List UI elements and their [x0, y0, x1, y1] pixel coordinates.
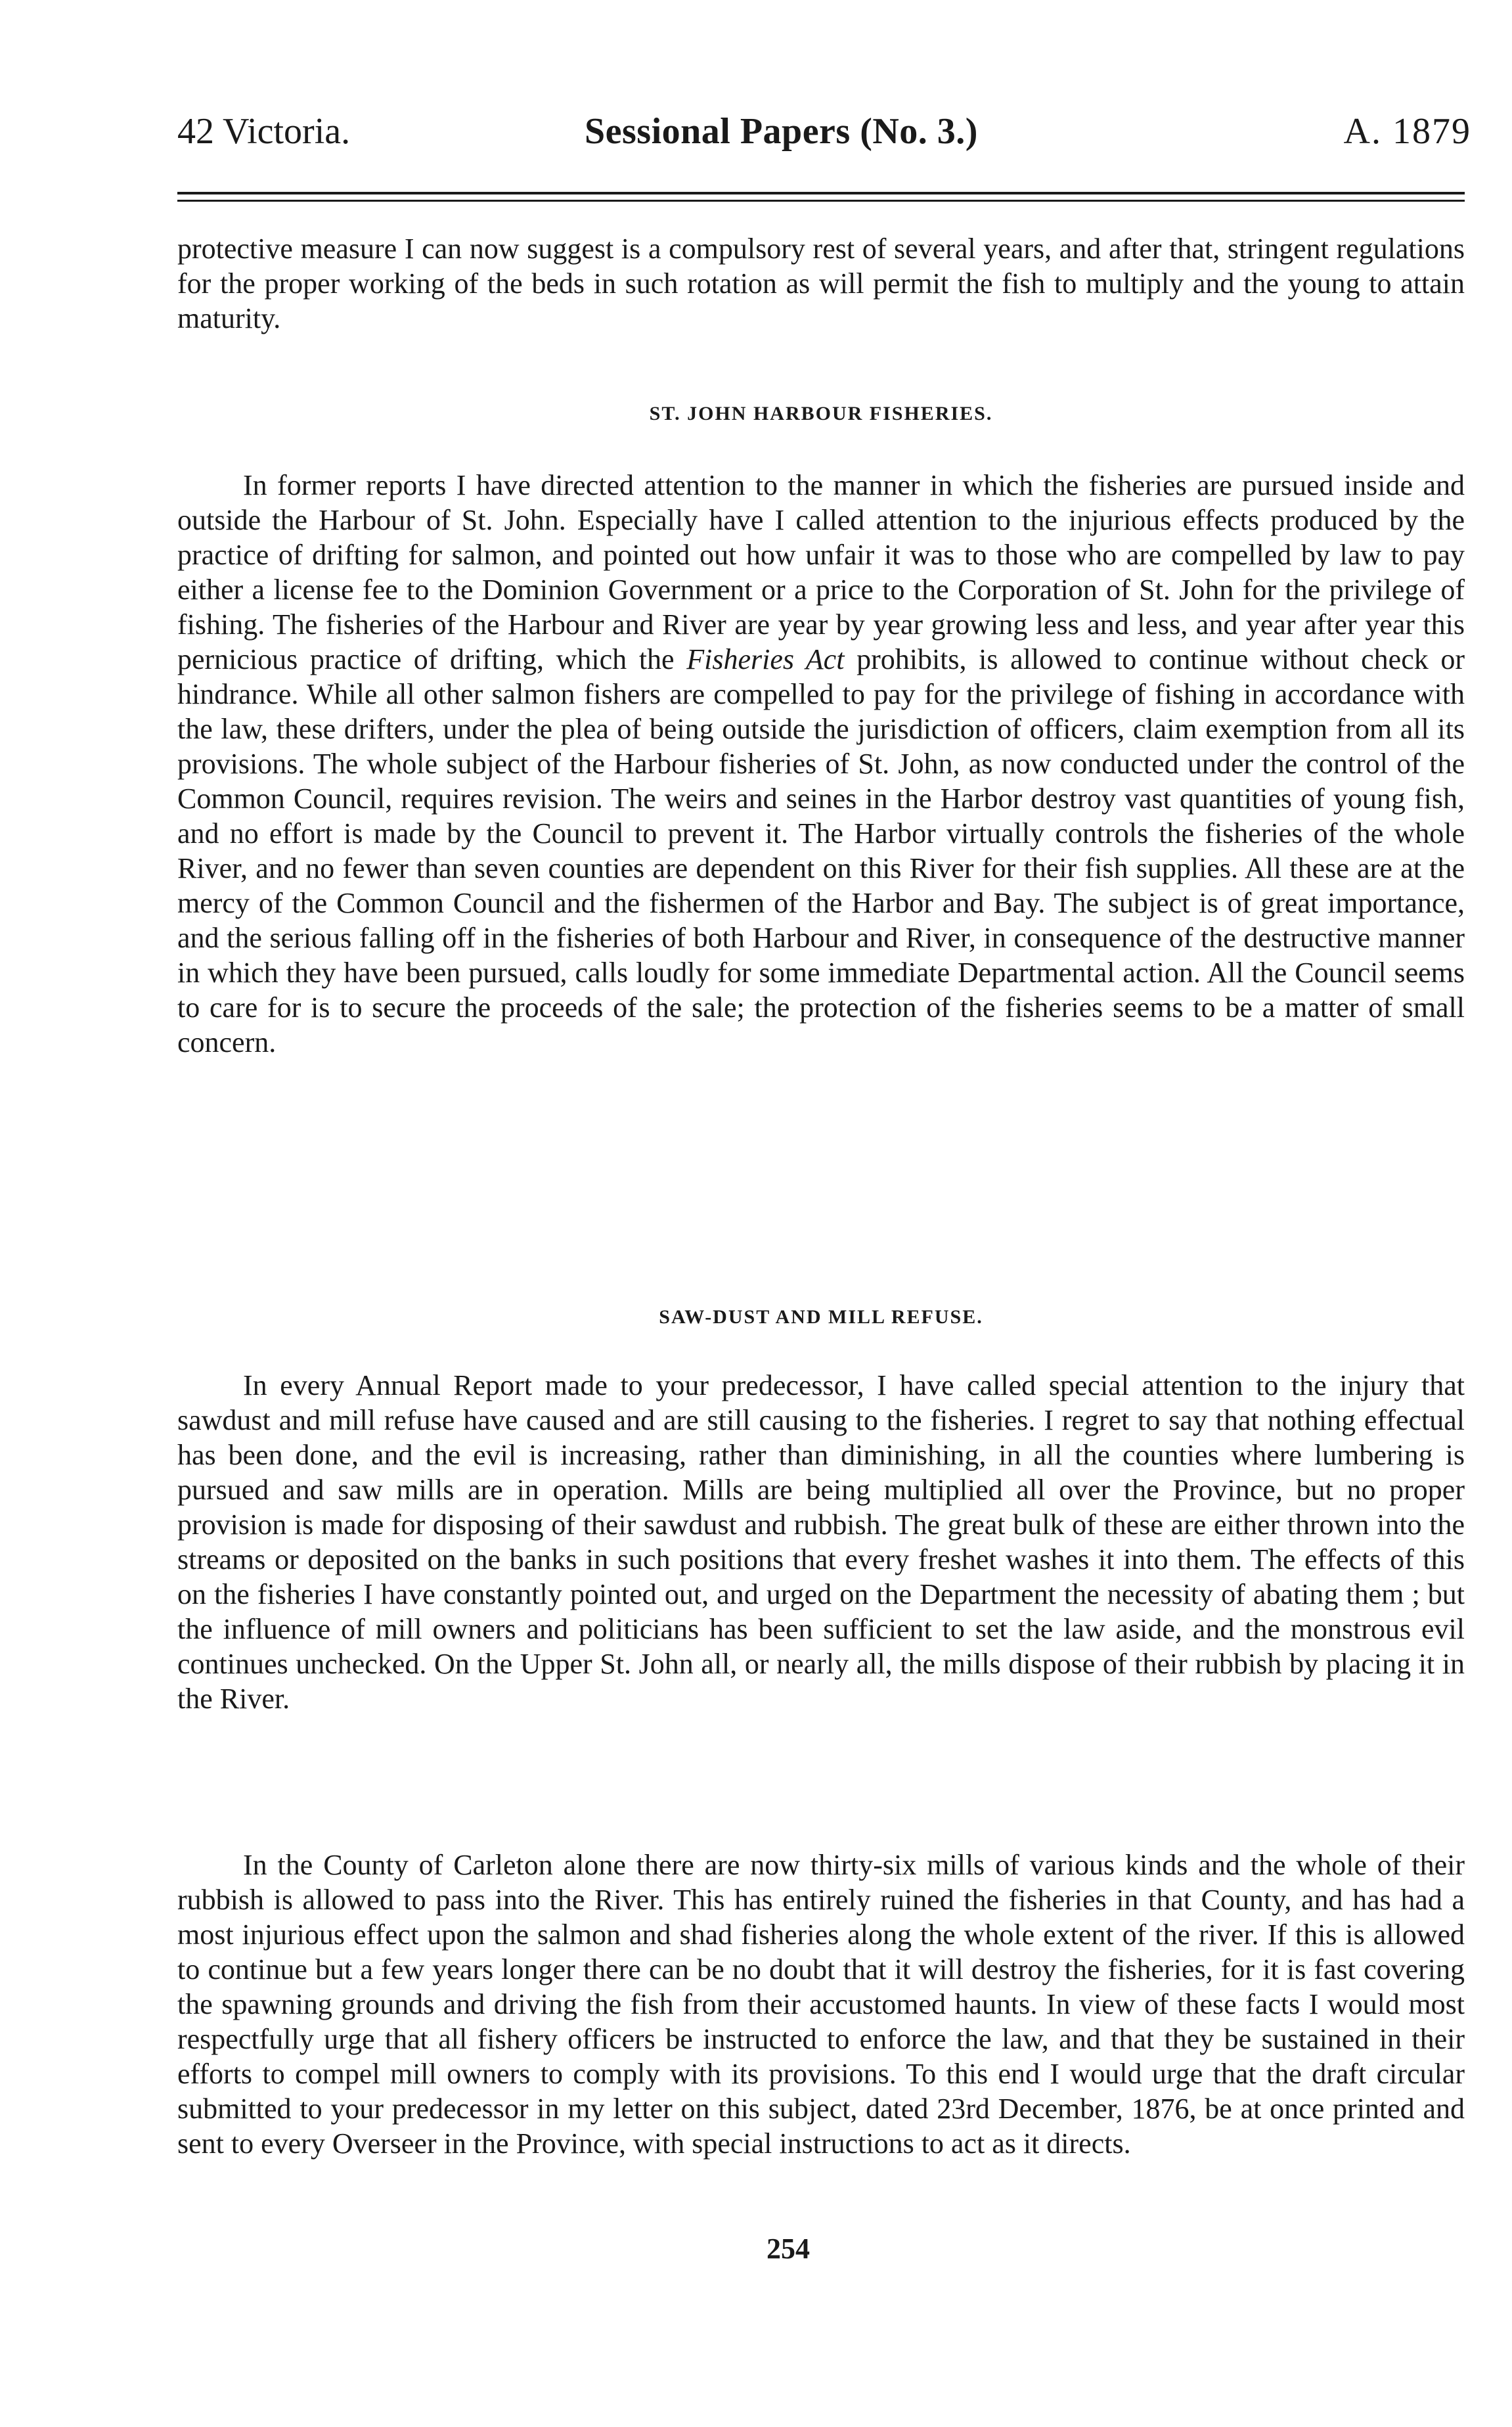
section-heading-harbour-fisheries: ST. JOHN HARBOUR FISHERIES.	[649, 403, 993, 424]
paragraph-carleton: In the County of Carleton alone there are now thirty-six mills of various kinds and the whole of their rubbish is allowed to pass into the River. This has entirely ruined the fisheries in that County, and has had a most injurious effect upon the salmon and shad fisheries along the whole extent of the river. If this is allowed to continue but a few years longer there can be no doubt that it will destroy the fisheries, for it is fast covering the spawning grounds and driving the fish from their accustomed haunts. In view of these facts I would most respectfully urge that all fishery officers be instructed to enforce the law, and that they be sustained in their efforts to compel mill owners to comply with its provisions. To this end I would urge that the draft circular submitted to your predecessor in my letter on this subject, dated 23rd December, 1876, be at once printed and sent to every Overseer in the Province, with special instructions to act as it directs.	[177, 1849, 1465, 2160]
paragraph-text: In former reports I have directed attention to the manner in which the fisheries are pursued inside and outside the Harbour of St. John. Especially have I called attention to the injurious effects produced by the practice of drifting for salmon, and pointed out how unfair it was to those who are compelled by law to pay either a license fee to the Dominion Government or a price to the Corporation of St. John for the privilege of fishing. The fisheries of the Harbour and River are year by year growing less and less, and year after year this pernicious practice of drifting, which the	[177, 469, 1465, 675]
header-volume: 42 Victoria.	[177, 111, 351, 152]
header-rule-thin	[177, 200, 1465, 202]
paragraph-text: prohibits, is allowed to continue without check or hindrance. While all other salmon fishers are compelled to pay for the privilege of fishing in accordance with the law, these drifters, under the plea of being outside the jurisdiction of officers, claim exemption from all its provisions. The whole subject of the Harbour fisheries of St. John, as now conducted under the control of the Common Council, requires revision. The weirs and seines in the Harbor destroy vast quantities of young fish, and no effort is made by the Council to prevent it. The Harbor virtually controls the fisheries of the whole River, and no fewer than seven counties are dependent on this River for their fish supplies. All these are at the mercy of the Common Council and the fishermen of the Harbor and Bay. The subject is of great importance, and the serious falling off in the fisheries of both Harbour and River, in consequence of the destructive manner in which they have been pursued, calls loudly for some immediate Departmental action. All the Council seems to care for is to secure the proceeds of the sale; the protection of the fisheries seems to be a matter of small concern.	[177, 643, 1465, 1058]
fisheries-act-title: Fisheries Act	[686, 643, 845, 675]
header-rule-thick	[177, 192, 1465, 194]
page-number: 254	[767, 2233, 810, 2265]
page-header	[177, 102, 1471, 161]
section-heading-sawdust: SAW-DUST AND MILL REFUSE.	[659, 1306, 983, 1328]
paragraph-harbour-fisheries	[177, 468, 1465, 1060]
header-title: Sessional Papers (No. 3.)	[585, 111, 978, 152]
paragraph-protective-measure: protective measure I can now suggest is a compulsory rest of several years, and after that, stringent regulations for the proper working of the beds in such rotation as will permit the fish to multiply and the young to attain maturity.	[177, 233, 1465, 334]
paragraph-sawdust: In every Annual Report made to your predecessor, I have called special attention to the injury that sawdust and mill refuse have caused and are still causing to the fisheries. I regret to say that nothing effectual has been done, and the evil is increasing, rather than diminishing, in all the counties where lumbering is pursued and saw mills are in operation. Mills are being multiplied all over the Province, but no proper provision is made for disposing of their sawdust and rubbish. The great bulk of these are either thrown into the streams or deposited on the banks in such positions that every freshet washes it into them. The effects of this on the fisheries I have constantly pointed out, and urged on the Department the necessity of abating them ; but the influence of mill owners and politicians has been sufficient to set the law aside, and the monstrous evil continues unchecked. On the Upper St. John all, or nearly all, the mills dispose of their rubbish by placing it in the River.	[177, 1369, 1465, 1715]
header-year: A. 1879	[1343, 111, 1471, 152]
